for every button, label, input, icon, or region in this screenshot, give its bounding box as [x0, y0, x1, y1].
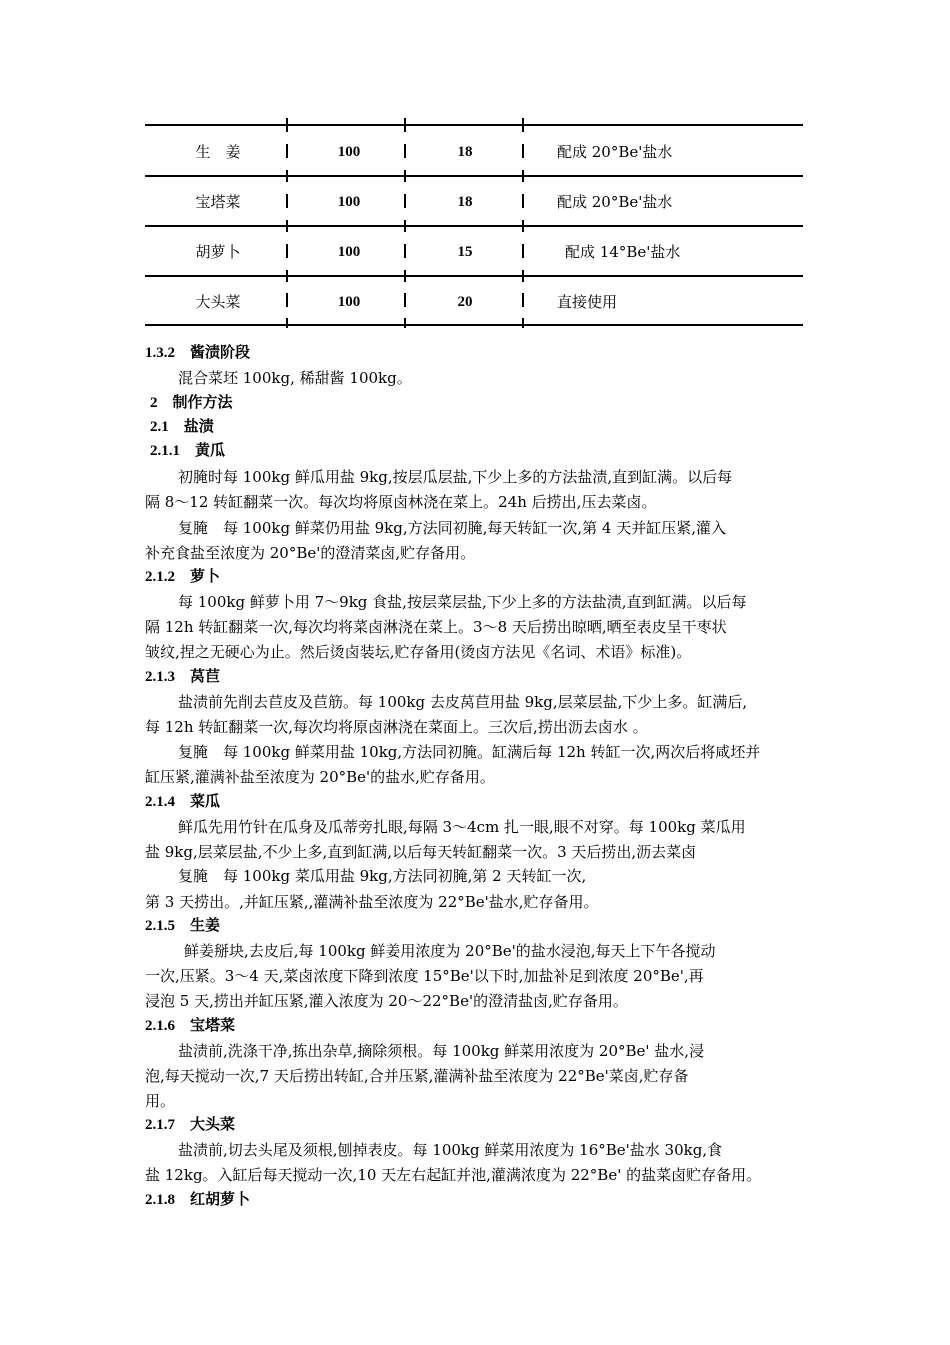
paragraph-line: 第 3 天捞出。,并缸压紧,,灌满补盐至浓度为 22°Be'盐水,贮存备用。 — [145, 893, 599, 911]
paragraph-line: 隔 12h 转缸翻菜一次,每次均将菜卤淋浇在菜上。3～8 天后捞出晾晒,晒至表皮呈干枣状 — [145, 618, 727, 636]
table-cell-value: 100 — [337, 244, 361, 260]
section-heading: 2 制作方法 — [150, 395, 233, 411]
table-cell-value: 100 — [337, 294, 361, 310]
paragraph-line: 初腌时每 100kg 鲜瓜用盐 9kg,按层瓜层盐,下少上多的方法盐渍,直到缸满。以后每 — [178, 468, 733, 486]
paragraph-line: 盐渍前,切去头尾及须根,刨掉表皮。每 100kg 鲜菜用浓度为 16°Be'盐水 30kg,食 — [178, 1141, 723, 1159]
paragraph-line: 用。 — [145, 1092, 176, 1110]
paragraph-line: 复腌 每 100kg 鲜菜仍用盐 9kg,方法同初腌,每天转缸一次,第 4 天并缸压紧,灌入 — [178, 519, 727, 537]
table-cell-value: 100 — [337, 194, 361, 210]
paragraph-line: 复腌 每 100kg 鲜菜用盐 10kg,方法同初腌。缸满后每 12h 转缸一次,两次后将咸坯并 — [178, 743, 761, 761]
table-rule — [145, 124, 803, 126]
table-cell-note: 配成 20°Be'盐水 — [557, 193, 673, 211]
paragraph-line: 每 100kg 鲜萝卜用 7～9kg 食盐,按层菜层盐,下少上多的方法盐渍,直到缸满。以后每 — [178, 593, 747, 611]
table-cell-value: 18 — [457, 144, 473, 160]
table-cell-note: 配成 20°Be'盐水 — [557, 143, 673, 161]
table-rule — [145, 324, 803, 326]
paragraph-line: 缸压紧,灌满补盐至浓度为 20°Be'的盐水,贮存备用。 — [145, 768, 495, 786]
paragraph-line: 盐渍前先削去苣皮及苣筋。每 100kg 去皮莴苣用盐 9kg,层菜层盐,下少上多。缸满后, — [178, 693, 748, 711]
section-heading: 2.1.4 菜瓜 — [145, 794, 221, 810]
table-cell-name: 胡萝卜 — [195, 243, 241, 261]
paragraph-line: 隔 8～12 转缸翻菜一次。每次均将原卤林浇在菜上。24h 后捞出,压去菜卤。 — [145, 493, 657, 511]
paragraph-line: 盐渍前,洗涤干净,拣出杂草,摘除须根。每 100kg 鲜菜用浓度为 20°Be' 盐水,浸 — [178, 1042, 705, 1060]
table-cell-name: 生 姜 — [195, 143, 241, 161]
section-heading: 2.1.1 黄瓜 — [150, 443, 226, 459]
paragraph-line: 一次,压紧。3～4 天,菜卤浓度下降到浓度 15°Be'以下时,加盐补足到浓度 20°Be',再 — [145, 967, 704, 985]
table-cell-value: 100 — [337, 144, 361, 160]
brine-table — [145, 118, 803, 328]
table-rule — [145, 175, 803, 177]
section-heading: 2.1.8 红胡萝卜 — [145, 1192, 251, 1208]
section-heading: 2.1.3 莴苣 — [145, 669, 221, 685]
paragraph-line: 浸泡 5 天,捞出并缸压紧,灌入浓度为 20～22°Be'的澄清盐卤,贮存备用。 — [145, 992, 628, 1010]
paragraph-line: 盐 9kg,层菜层盐,不少上多,直到缸满,以后每天转缸翻菜一次。3 天后捞出,沥去菜卤 — [145, 843, 697, 861]
table-cell-name: 大头菜 — [195, 293, 241, 311]
paragraph-line: 盐 12kg。入缸后每天搅动一次,10 天左右起缸并池,灌满浓度为 22°Be' 的盐菜卤贮存备用。 — [145, 1166, 762, 1184]
section-heading: 2.1.6 宝塔菜 — [145, 1018, 236, 1034]
table-cell-note: 配成 14°Be'盐水 — [565, 243, 681, 261]
table-cell-name: 宝塔菜 — [195, 193, 241, 211]
section-heading: 2.1.5 生姜 — [145, 918, 221, 934]
section-heading: 1.3.2 酱渍阶段 — [145, 345, 251, 361]
paragraph-line: 皱纹,捏之无硬心为止。然后烫卤装坛,贮存备用(烫卤方法见《名词、术语》标准)。 — [145, 643, 692, 661]
section-heading: 2.1.2 萝卜 — [145, 569, 221, 585]
table-cell-note: 直接使用 — [557, 293, 618, 311]
section-heading: 2.1.7 大头菜 — [145, 1117, 236, 1133]
paragraph-line: 补充食盐至浓度为 20°Be'的澄清菜卤,贮存备用。 — [145, 544, 476, 562]
table-cell-value: 18 — [457, 194, 473, 210]
table-cell-value: 15 — [457, 244, 473, 260]
table-cell-value: 20 — [457, 294, 473, 310]
paragraph-line: 混合菜坯 100kg, 稀甜酱 100kg。 — [178, 369, 412, 387]
section-heading: 2.1 盐渍 — [150, 419, 214, 435]
paragraph-line: 鲜姜掰块,去皮后,每 100kg 鲜姜用浓度为 20°Be'的盐水浸泡,每天上下午各搅动 — [184, 942, 716, 960]
table-rule — [145, 225, 803, 227]
paragraph-line: 复腌 每 100kg 菜瓜用盐 9kg,方法同初腌,第 2 天转缸一次, — [178, 867, 587, 885]
paragraph-line: 每 12h 转缸翻菜一次,每次均将原卤淋浇在菜面上。三次后,捞出沥去卤水 。 — [145, 718, 648, 736]
table-rule — [145, 275, 803, 277]
paragraph-line: 鲜瓜先用竹针在瓜身及瓜蒂旁扎眼,每隔 3～4cm 扎一眼,眼不对穿。每 100kg 菜瓜用 — [178, 818, 746, 836]
paragraph-line: 泡,每天搅动一次,7 天后捞出转缸,合并压紧,灌满补盐至浓度为 22°Be'菜卤,贮存备 — [145, 1067, 689, 1085]
